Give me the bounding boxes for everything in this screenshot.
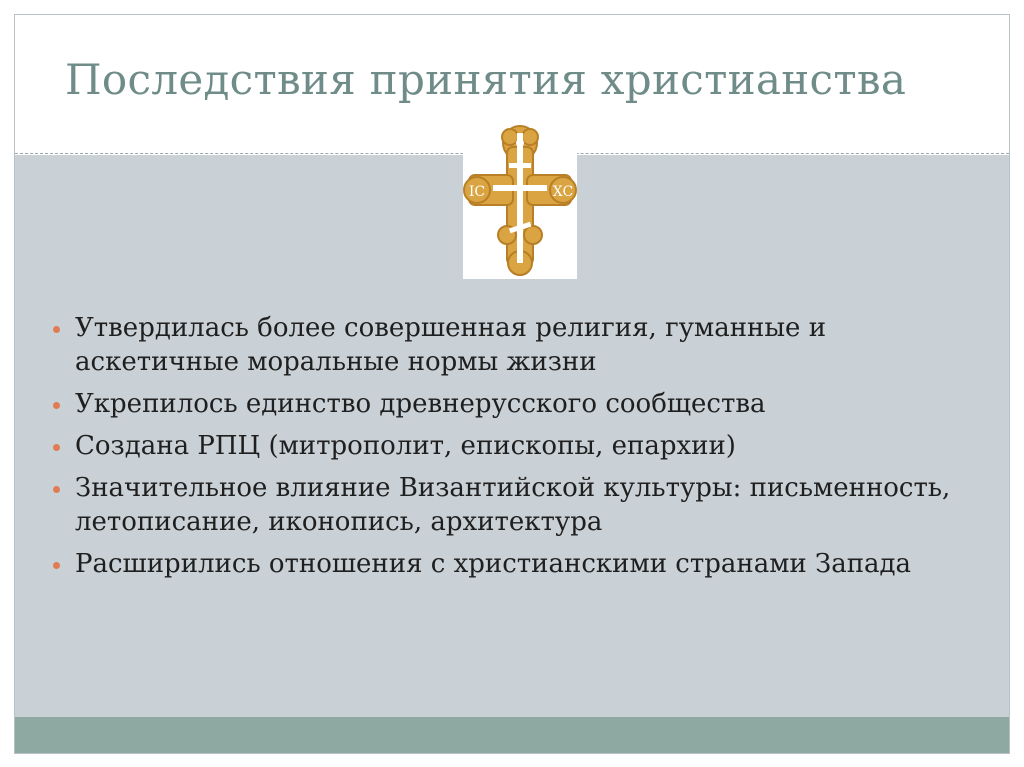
- list-item-text: Создана РПЦ (митрополит, епископы, епархии): [75, 431, 736, 461]
- cross-image: [463, 117, 577, 279]
- list-item: [53, 429, 983, 463]
- list-item-text: Укрепилось единство древнерусского сообщества: [75, 389, 766, 419]
- cross-left-label: IC: [468, 184, 486, 200]
- bullet-icon: [53, 444, 60, 451]
- bullet-list: [53, 311, 983, 589]
- list-item: [53, 547, 983, 581]
- list-item: [53, 387, 983, 421]
- list-item: [53, 471, 983, 539]
- slide: [14, 14, 1010, 754]
- orthodox-cross-icon: [463, 117, 577, 279]
- bullet-icon: [53, 562, 60, 569]
- bullet-icon: [53, 326, 60, 333]
- footer-band: [15, 717, 1009, 753]
- bullet-icon: [53, 402, 60, 409]
- cross-right-label: XC: [552, 184, 574, 200]
- slide-title: Последствия принятия христианства: [65, 55, 907, 104]
- bullet-icon: [53, 486, 60, 493]
- list-item-text: Расширились отношения с христианскими странами Запада: [75, 549, 912, 579]
- list-item-text: Значительное влияние Византийской культуры: письменность, летописание, иконопись, архитектура: [75, 473, 951, 537]
- list-item-text: Утвердилась более совершенная религия, гуманные и аскетичные моральные нормы жизни: [75, 313, 827, 377]
- list-item: [53, 311, 983, 379]
